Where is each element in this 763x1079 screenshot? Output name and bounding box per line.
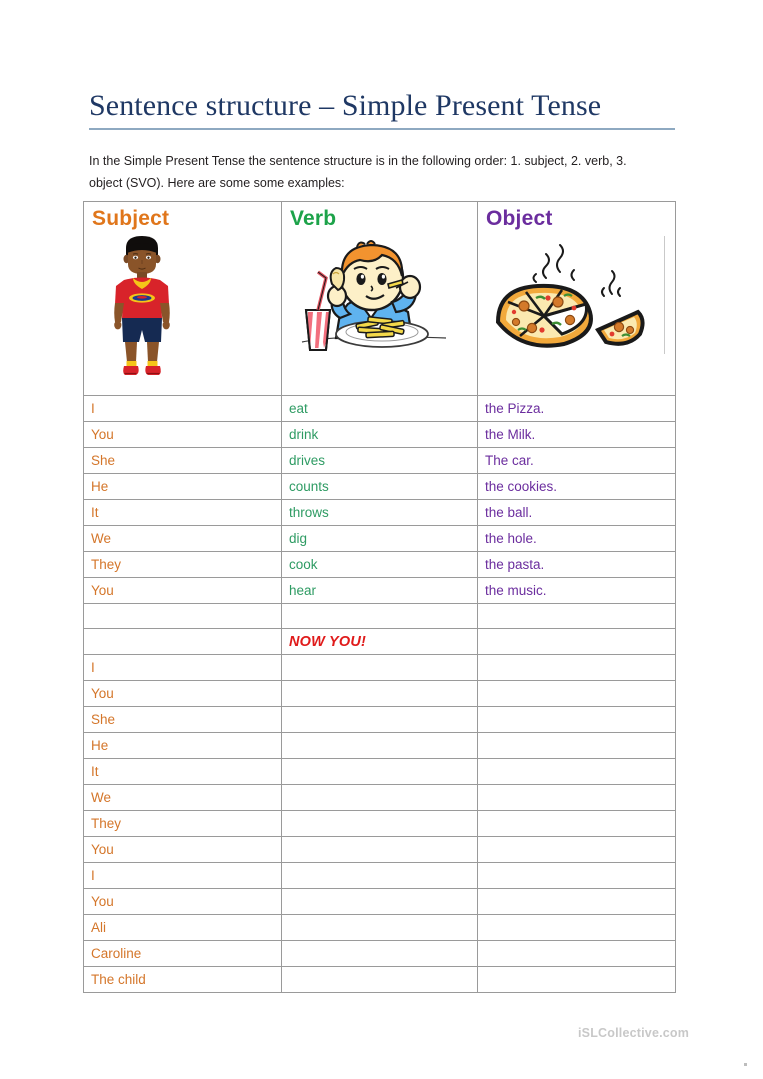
cell-object-blank[interactable]	[478, 837, 676, 863]
cell-verb[interactable]	[282, 604, 478, 629]
cell-object-text: the Milk.	[485, 426, 536, 442]
cell-subject[interactable]	[84, 863, 282, 889]
intro-paragraph: In the Simple Present Tense the sentence structure is in the following order: 1. subject, 2. verb, 3. object (SVO). Here are some some examples:	[89, 154, 627, 190]
cell-verb-blank[interactable]	[282, 967, 478, 993]
cell-subject-text: You	[91, 893, 114, 909]
cell-subject[interactable]	[84, 448, 282, 474]
cell-object-text: the music.	[485, 582, 547, 598]
table-row	[84, 889, 676, 915]
cell-object[interactable]	[478, 448, 676, 474]
table-row	[84, 578, 676, 604]
cell-object-blank[interactable]	[478, 655, 676, 681]
cell-subject[interactable]	[84, 552, 282, 578]
cell-subject-text: We	[91, 530, 112, 546]
table-row	[84, 785, 676, 811]
cell-verb-blank[interactable]	[282, 915, 478, 941]
table-row	[84, 448, 676, 474]
object-illustration	[478, 232, 675, 392]
table-row	[84, 915, 676, 941]
cell-subject-text: We	[91, 789, 112, 805]
pizza-icon	[486, 238, 654, 366]
cell-verb-blank[interactable]	[282, 941, 478, 967]
table-row	[84, 526, 676, 552]
now-you-label: NOW YOU!	[289, 633, 367, 650]
cell-verb-blank[interactable]	[282, 681, 478, 707]
cell-object-blank[interactable]	[478, 967, 676, 993]
cell-object[interactable]	[478, 422, 676, 448]
cell-verb[interactable]	[282, 396, 478, 422]
cell-verb-text: eat	[289, 400, 308, 416]
table-row	[84, 474, 676, 500]
cell-subject[interactable]	[84, 681, 282, 707]
cell-object-blank[interactable]	[478, 941, 676, 967]
cell-subject-text: I	[91, 867, 95, 883]
cell-subject-text: Ali	[91, 919, 107, 935]
table-row	[84, 500, 676, 526]
cell-verb-text: dig	[289, 530, 308, 546]
cell-subject[interactable]	[84, 396, 282, 422]
cell-object-text: the Pizza.	[485, 400, 545, 416]
now-you-row	[84, 629, 676, 655]
table-body	[84, 202, 676, 993]
cell-subject-text: It	[91, 504, 99, 520]
cell-object-blank[interactable]	[478, 811, 676, 837]
cell-object[interactable]	[478, 578, 676, 604]
cell-subject[interactable]	[84, 785, 282, 811]
table-row	[84, 863, 676, 889]
cell-verb-blank[interactable]	[282, 811, 478, 837]
cell-subject-text: He	[91, 478, 109, 494]
cell-subject[interactable]	[84, 655, 282, 681]
cell-object-text: the cookies.	[485, 478, 558, 494]
cell-verb[interactable]	[282, 629, 478, 655]
table-row	[84, 837, 676, 863]
subject-illustration	[84, 232, 281, 392]
cell-verb-text: throws	[289, 504, 329, 520]
cell-verb-text: drink	[289, 426, 319, 442]
cell-subject[interactable]	[84, 604, 282, 629]
cell-verb[interactable]	[282, 526, 478, 552]
sentence-structure-table	[83, 201, 676, 993]
verb-illustration	[282, 232, 477, 392]
cell-object[interactable]	[478, 552, 676, 578]
table-row	[84, 941, 676, 967]
cell-subject[interactable]	[84, 889, 282, 915]
cell-object[interactable]	[478, 396, 676, 422]
column-header-object: Object	[486, 207, 553, 230]
cell-subject-text: They	[91, 815, 122, 831]
cell-subject-text: He	[91, 737, 109, 753]
cell-verb-blank[interactable]	[282, 837, 478, 863]
header-cell-object	[478, 202, 676, 396]
page-corner-mark	[744, 1063, 747, 1066]
table-row	[84, 733, 676, 759]
page-title: Sentence structure – Simple Present Tense	[89, 89, 602, 122]
cell-object-blank[interactable]	[478, 733, 676, 759]
cell-subject-text: They	[91, 556, 122, 572]
cell-object[interactable]	[478, 474, 676, 500]
cell-object[interactable]	[478, 629, 676, 655]
cell-subject-text: She	[91, 452, 116, 468]
cell-subject-text: You	[91, 426, 114, 442]
table-row	[84, 811, 676, 837]
cell-object-text: the hole.	[485, 530, 537, 546]
column-header-verb: Verb	[290, 207, 337, 230]
cell-object-text: The car.	[485, 452, 534, 468]
cell-subject-text: I	[91, 659, 95, 675]
cell-subject[interactable]	[84, 837, 282, 863]
header-cell-subject	[84, 202, 282, 396]
cell-object-blank[interactable]	[478, 759, 676, 785]
table-row	[84, 759, 676, 785]
table-row	[84, 396, 676, 422]
cell-verb[interactable]	[282, 422, 478, 448]
table-row	[84, 967, 676, 993]
cell-verb[interactable]	[282, 552, 478, 578]
cell-subject-text: She	[91, 711, 116, 727]
cell-object-blank[interactable]	[478, 889, 676, 915]
cell-subject[interactable]	[84, 759, 282, 785]
cell-verb-blank[interactable]	[282, 863, 478, 889]
table-row	[84, 681, 676, 707]
cell-subject-text: I	[91, 400, 95, 416]
boy-eating-fries-icon	[296, 238, 446, 370]
cell-verb-text: drives	[289, 452, 326, 468]
cell-object-blank[interactable]	[478, 785, 676, 811]
table-row	[84, 422, 676, 448]
cell-verb-blank[interactable]	[282, 707, 478, 733]
cell-verb-text: cook	[289, 556, 318, 572]
cell-object-blank[interactable]	[478, 681, 676, 707]
cell-subject[interactable]	[84, 422, 282, 448]
cell-object-text: the ball.	[485, 504, 533, 520]
cell-subject-text: You	[91, 685, 114, 701]
cell-subject-text: Caroline	[91, 945, 142, 961]
cell-object-text: the pasta.	[485, 556, 545, 572]
cell-subject[interactable]	[84, 941, 282, 967]
table-row	[84, 655, 676, 681]
cell-subject[interactable]	[84, 733, 282, 759]
cell-verb-blank[interactable]	[282, 785, 478, 811]
table-row	[84, 707, 676, 733]
cell-verb-text: counts	[289, 478, 329, 494]
column-header-subject: Subject	[92, 207, 170, 230]
cell-subject-text: You	[91, 582, 114, 598]
cell-subject[interactable]	[84, 526, 282, 552]
cell-verb-blank[interactable]	[282, 655, 478, 681]
cell-subject-text: The child	[91, 971, 146, 987]
cell-verb[interactable]	[282, 500, 478, 526]
site-watermark: iSLCollective.com	[578, 1026, 690, 1040]
cell-subject[interactable]	[84, 811, 282, 837]
cell-subject[interactable]	[84, 474, 282, 500]
cell-subject[interactable]	[84, 500, 282, 526]
cell-object-blank[interactable]	[478, 863, 676, 889]
cell-object[interactable]	[478, 500, 676, 526]
cell-subject[interactable]	[84, 915, 282, 941]
cell-verb-text: hear	[289, 582, 317, 598]
cell-verb[interactable]	[282, 474, 478, 500]
header-cell-verb	[282, 202, 478, 396]
table-header-row	[84, 202, 676, 396]
cell-verb[interactable]	[282, 448, 478, 474]
cell-verb-blank[interactable]	[282, 759, 478, 785]
cell-verb-blank[interactable]	[282, 733, 478, 759]
object-cell-vertical-rule	[664, 236, 665, 354]
cell-object-blank[interactable]	[478, 707, 676, 733]
title-underline-rule	[89, 128, 675, 130]
table-spacer-row	[84, 604, 676, 629]
cell-object[interactable]	[478, 604, 676, 629]
table-row	[84, 552, 676, 578]
title-block	[89, 88, 675, 130]
cell-object[interactable]	[478, 526, 676, 552]
cell-verb[interactable]	[282, 578, 478, 604]
cell-subject[interactable]	[84, 578, 282, 604]
cell-subject[interactable]	[84, 967, 282, 993]
cell-verb-blank[interactable]	[282, 889, 478, 915]
cell-subject[interactable]	[84, 707, 282, 733]
standing-boy-icon	[106, 234, 178, 384]
cell-subject[interactable]	[84, 629, 282, 655]
cell-subject-text: You	[91, 841, 114, 857]
cell-subject-text: It	[91, 763, 99, 779]
cell-object-blank[interactable]	[478, 915, 676, 941]
